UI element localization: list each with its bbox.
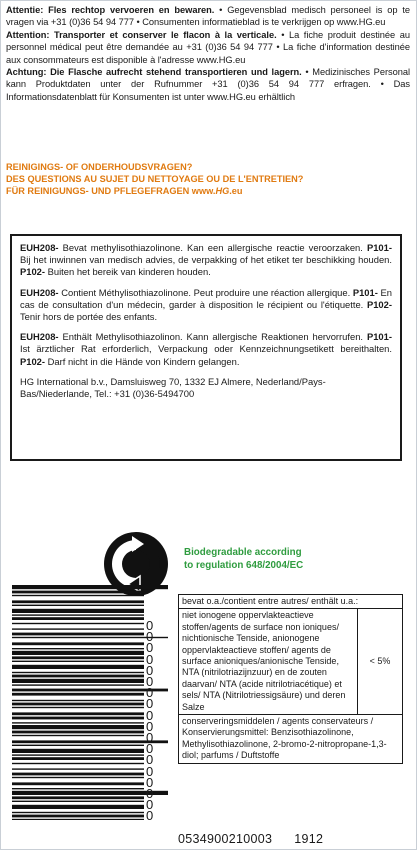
barcode-bar bbox=[12, 684, 144, 685]
barcode-side-digit: 0 bbox=[146, 752, 154, 768]
warning-fr-label: Attention: Transporter et conserver le flacon à la verticale. bbox=[6, 29, 277, 40]
barcode-bar bbox=[12, 815, 144, 818]
barcode-bar bbox=[12, 791, 168, 795]
cleaning-line-de-text: FÜR REINIGUNGS- UND PFLEGEFRAGEN www. bbox=[6, 186, 216, 196]
hazard-nl-text1: Bevat methylisothiazolinone. Kan een allergische reactie veroorzaken. bbox=[58, 242, 367, 253]
warning-nl-text: • Gegevensblad medisch personeel is op te vragen via +31 (0)36 54 94 777 • Consumenten informatieblad is te verkrijgen op www.HG.eu bbox=[6, 5, 410, 28]
barcode-side-digit: 0 bbox=[146, 797, 154, 813]
ingredients-preservative-row bbox=[179, 715, 403, 764]
ingredients-surfactants: niet ionogene oppervlakteactieve stoffen/agents de surface non ioniques/ nichtionische Tenside, anionogene oppervlakteactieve stoffen/ agents de surface anioniques/anionische Tenside, NTA (nitrilotriazijnzuur) en de zouten daarvan/ NTA (acide nitrilotriacétique) et sels/ NTA (Nitrilotriessigsäure) und deren Salze bbox=[179, 609, 358, 715]
barcode-bar bbox=[12, 600, 144, 603]
biodegradable-line2: to regulation 648/2004/EC bbox=[184, 559, 304, 571]
euh-code-fr: EUH208- bbox=[20, 286, 59, 298]
barcode-bar bbox=[12, 675, 144, 678]
barcode-bar bbox=[12, 712, 144, 715]
company-address: HG International b.v., Damsluisweg 70, 1332 EJ Almere, Nederland/Pays-Bas/Niederlande, Tel.: +31 (0)36-5494700 bbox=[20, 375, 326, 400]
p101-fr: P101- bbox=[352, 286, 378, 298]
cleaning-line-fr: DES QUESTIONS AU SUJET DU NETTOYAGE OU DE L'ENTRETIEN? bbox=[6, 174, 304, 184]
transport-warnings bbox=[6, 4, 410, 103]
hazard-statements-box bbox=[10, 234, 402, 461]
barcode-bar bbox=[12, 768, 144, 769]
barcode-bar bbox=[12, 740, 168, 743]
hazard-de-text3: Darf nicht in die Hände von Kindern gelangen. bbox=[45, 355, 240, 367]
barcode-side-digit: 0 bbox=[146, 674, 154, 690]
ingredients-table bbox=[178, 594, 403, 764]
hg-brand: HG bbox=[215, 186, 230, 196]
barcode-bar bbox=[12, 717, 144, 720]
barcode-bar bbox=[12, 782, 144, 785]
barcode-bar bbox=[12, 801, 144, 802]
p102-nl: P102- bbox=[20, 266, 46, 278]
barcode-bar bbox=[12, 796, 144, 799]
barcode-image bbox=[12, 585, 168, 824]
barcode-bar bbox=[12, 707, 144, 708]
barcode-side-digit: 0 bbox=[146, 707, 154, 723]
barcode-side-digit: 0 bbox=[146, 741, 154, 757]
barcode-side-digit: 0 bbox=[146, 618, 154, 633]
ingredients-header: bevat o.a./contient entre autres/ enthält u.a.: bbox=[179, 595, 403, 609]
barcode-bar bbox=[12, 725, 144, 729]
barcode-bar bbox=[12, 763, 144, 764]
warning-nl bbox=[6, 4, 410, 29]
barcode-bar bbox=[12, 722, 144, 723]
barcode-bar bbox=[12, 642, 144, 645]
cleaning-line-de bbox=[6, 185, 410, 197]
barcode-side-digit: 0 bbox=[146, 808, 154, 824]
barcode-bar bbox=[12, 731, 144, 734]
biodegradable-statement bbox=[184, 547, 303, 572]
barcode-bar bbox=[12, 609, 144, 613]
barcode-bars bbox=[12, 585, 168, 824]
barcode-bar bbox=[12, 651, 144, 655]
barcode-side-digit: 0 bbox=[146, 651, 154, 667]
batch-code: 1912 bbox=[294, 832, 324, 846]
ingredients-surfactant-row bbox=[179, 609, 403, 715]
biodegradable-line1: Biodegradable according bbox=[184, 547, 302, 558]
hazard-fr-text3: Tenir hors de portée des enfants. bbox=[20, 311, 158, 323]
barcode-bar bbox=[12, 703, 144, 706]
barcode-bar bbox=[12, 605, 144, 606]
barcode-bar bbox=[12, 812, 144, 813]
warning-nl-label: Attentie: Fles rechtop vervoeren en bewaren. bbox=[6, 5, 215, 15]
cleaning-line-de-suffix: .eu bbox=[229, 186, 243, 196]
ingredients-percentage: < 5% bbox=[358, 609, 403, 715]
barcode-bar bbox=[12, 637, 168, 638]
p101-nl: P101- bbox=[366, 242, 392, 253]
euh-code-nl: EUH208- bbox=[20, 242, 59, 253]
barcode-bar bbox=[12, 805, 144, 809]
barcode-side-digit: 0 bbox=[146, 640, 154, 656]
barcode-bar bbox=[12, 585, 168, 589]
barcode-side-digit: 0 bbox=[146, 763, 154, 779]
barcode-bar bbox=[12, 754, 144, 755]
p102-fr: P102- bbox=[366, 298, 392, 310]
hazard-fr-text1: Contient Méthylisothiazolinone. Peut produire une réaction allergique. bbox=[58, 286, 353, 298]
barcode-bar bbox=[12, 757, 144, 760]
barcode-side-digits bbox=[146, 620, 162, 822]
barcode-bar bbox=[12, 614, 144, 615]
barcode-bar bbox=[12, 661, 144, 662]
p102-de: P102- bbox=[20, 355, 46, 367]
barcode-bar bbox=[12, 679, 144, 683]
barcode-number-line bbox=[178, 832, 323, 846]
euh-code-de: EUH208- bbox=[20, 331, 59, 343]
barcode-bar bbox=[12, 749, 144, 753]
barcode-bar bbox=[12, 672, 144, 673]
hazard-nl bbox=[20, 242, 392, 279]
ingredients-preservatives: conserveringsmiddelen / agents conservateurs / Konservierungsmittel: Benzisothiazolinone, Methylisothiazolinone, 2-bromo-2-nitropropane-1,3-diol; parfums / Duftstoffe bbox=[179, 715, 403, 764]
barcode-bar bbox=[12, 648, 144, 649]
barcode-side-digit: 0 bbox=[146, 774, 154, 790]
ingredients-header-row bbox=[179, 595, 403, 609]
barcode-bar bbox=[12, 665, 144, 669]
barcode-bar bbox=[12, 773, 144, 776]
barcode-side-digit: 0 bbox=[146, 662, 154, 678]
barcode-bar bbox=[12, 623, 144, 624]
hazard-de-text2: Ist ärztlicher Rat erforderlich, Verpackung oder Kennzeichnungsetikett bereithalten. bbox=[20, 343, 392, 355]
barcode-side-digit: 0 bbox=[146, 718, 154, 734]
barcode-bar bbox=[12, 656, 144, 659]
hazard-fr bbox=[20, 287, 392, 324]
hazard-fr-text2: En cas de consultation d'un médecin, garder à disposition le récipient ou l'étiquette. bbox=[20, 286, 392, 310]
barcode-number: 0534900210003 bbox=[178, 832, 273, 846]
barcode-bar bbox=[12, 689, 168, 692]
barcode-side-digit: 0 bbox=[146, 786, 154, 802]
barcode-bar bbox=[12, 595, 144, 596]
warning-fr-text: • La fiche produit destinée au personnel médical peut être demandée au +31 (0)36 54 94 777 • La fiche d'information destinée aux consommateurs est disponible à l'adresse www.HG.eu bbox=[6, 29, 410, 65]
hazard-nl-text2: Bij het inwinnen van medisch advies, de verpakking of het etiket ter beschikking houden. bbox=[20, 254, 392, 266]
barcode-bar bbox=[12, 700, 144, 701]
barcode-bar bbox=[12, 693, 144, 696]
barcode-bar bbox=[12, 628, 144, 629]
cleaning-questions bbox=[6, 161, 410, 197]
p101-de: P101- bbox=[366, 331, 392, 343]
hazard-de-text1: Enthält Methylisothiazolinon. Kann allergische Reaktionen hervorrufen. bbox=[58, 331, 367, 343]
barcode-side-digit: 0 bbox=[146, 629, 154, 645]
barcode-bar bbox=[12, 735, 144, 736]
barcode-bar bbox=[12, 633, 144, 636]
cleaning-line-nl: REINIGINGS- OF ONDERHOUDSVRAGEN? bbox=[6, 162, 193, 172]
warning-fr bbox=[6, 29, 410, 66]
barcode-bar bbox=[12, 788, 144, 789]
warning-de-label: Achtung: Die Flasche aufrecht stehend transportieren und lagern. bbox=[6, 67, 302, 78]
warning-de bbox=[6, 66, 410, 103]
hazard-de bbox=[20, 331, 392, 368]
barcode-side-digit: 0 bbox=[146, 685, 154, 701]
barcode-bar bbox=[12, 777, 144, 778]
barcode-bar bbox=[12, 617, 144, 620]
barcode-side-digit: 0 bbox=[146, 730, 154, 746]
warning-de-text: • Medizinisches Personal kann Produktdaten unter der Rufnummer +31 (0)36 54 94 777 erfragen. • Das Informationsdatenblatt für Konsumenten ist unter www.HG.eu erhältlich bbox=[6, 67, 410, 102]
barcode-bar bbox=[12, 819, 144, 820]
barcode-bar bbox=[12, 745, 144, 746]
barcode-side-digit: 0 bbox=[146, 696, 154, 712]
hazard-nl-text3: Buiten het bereik van kinderen houden. bbox=[45, 266, 211, 278]
barcode-bar bbox=[12, 591, 144, 594]
